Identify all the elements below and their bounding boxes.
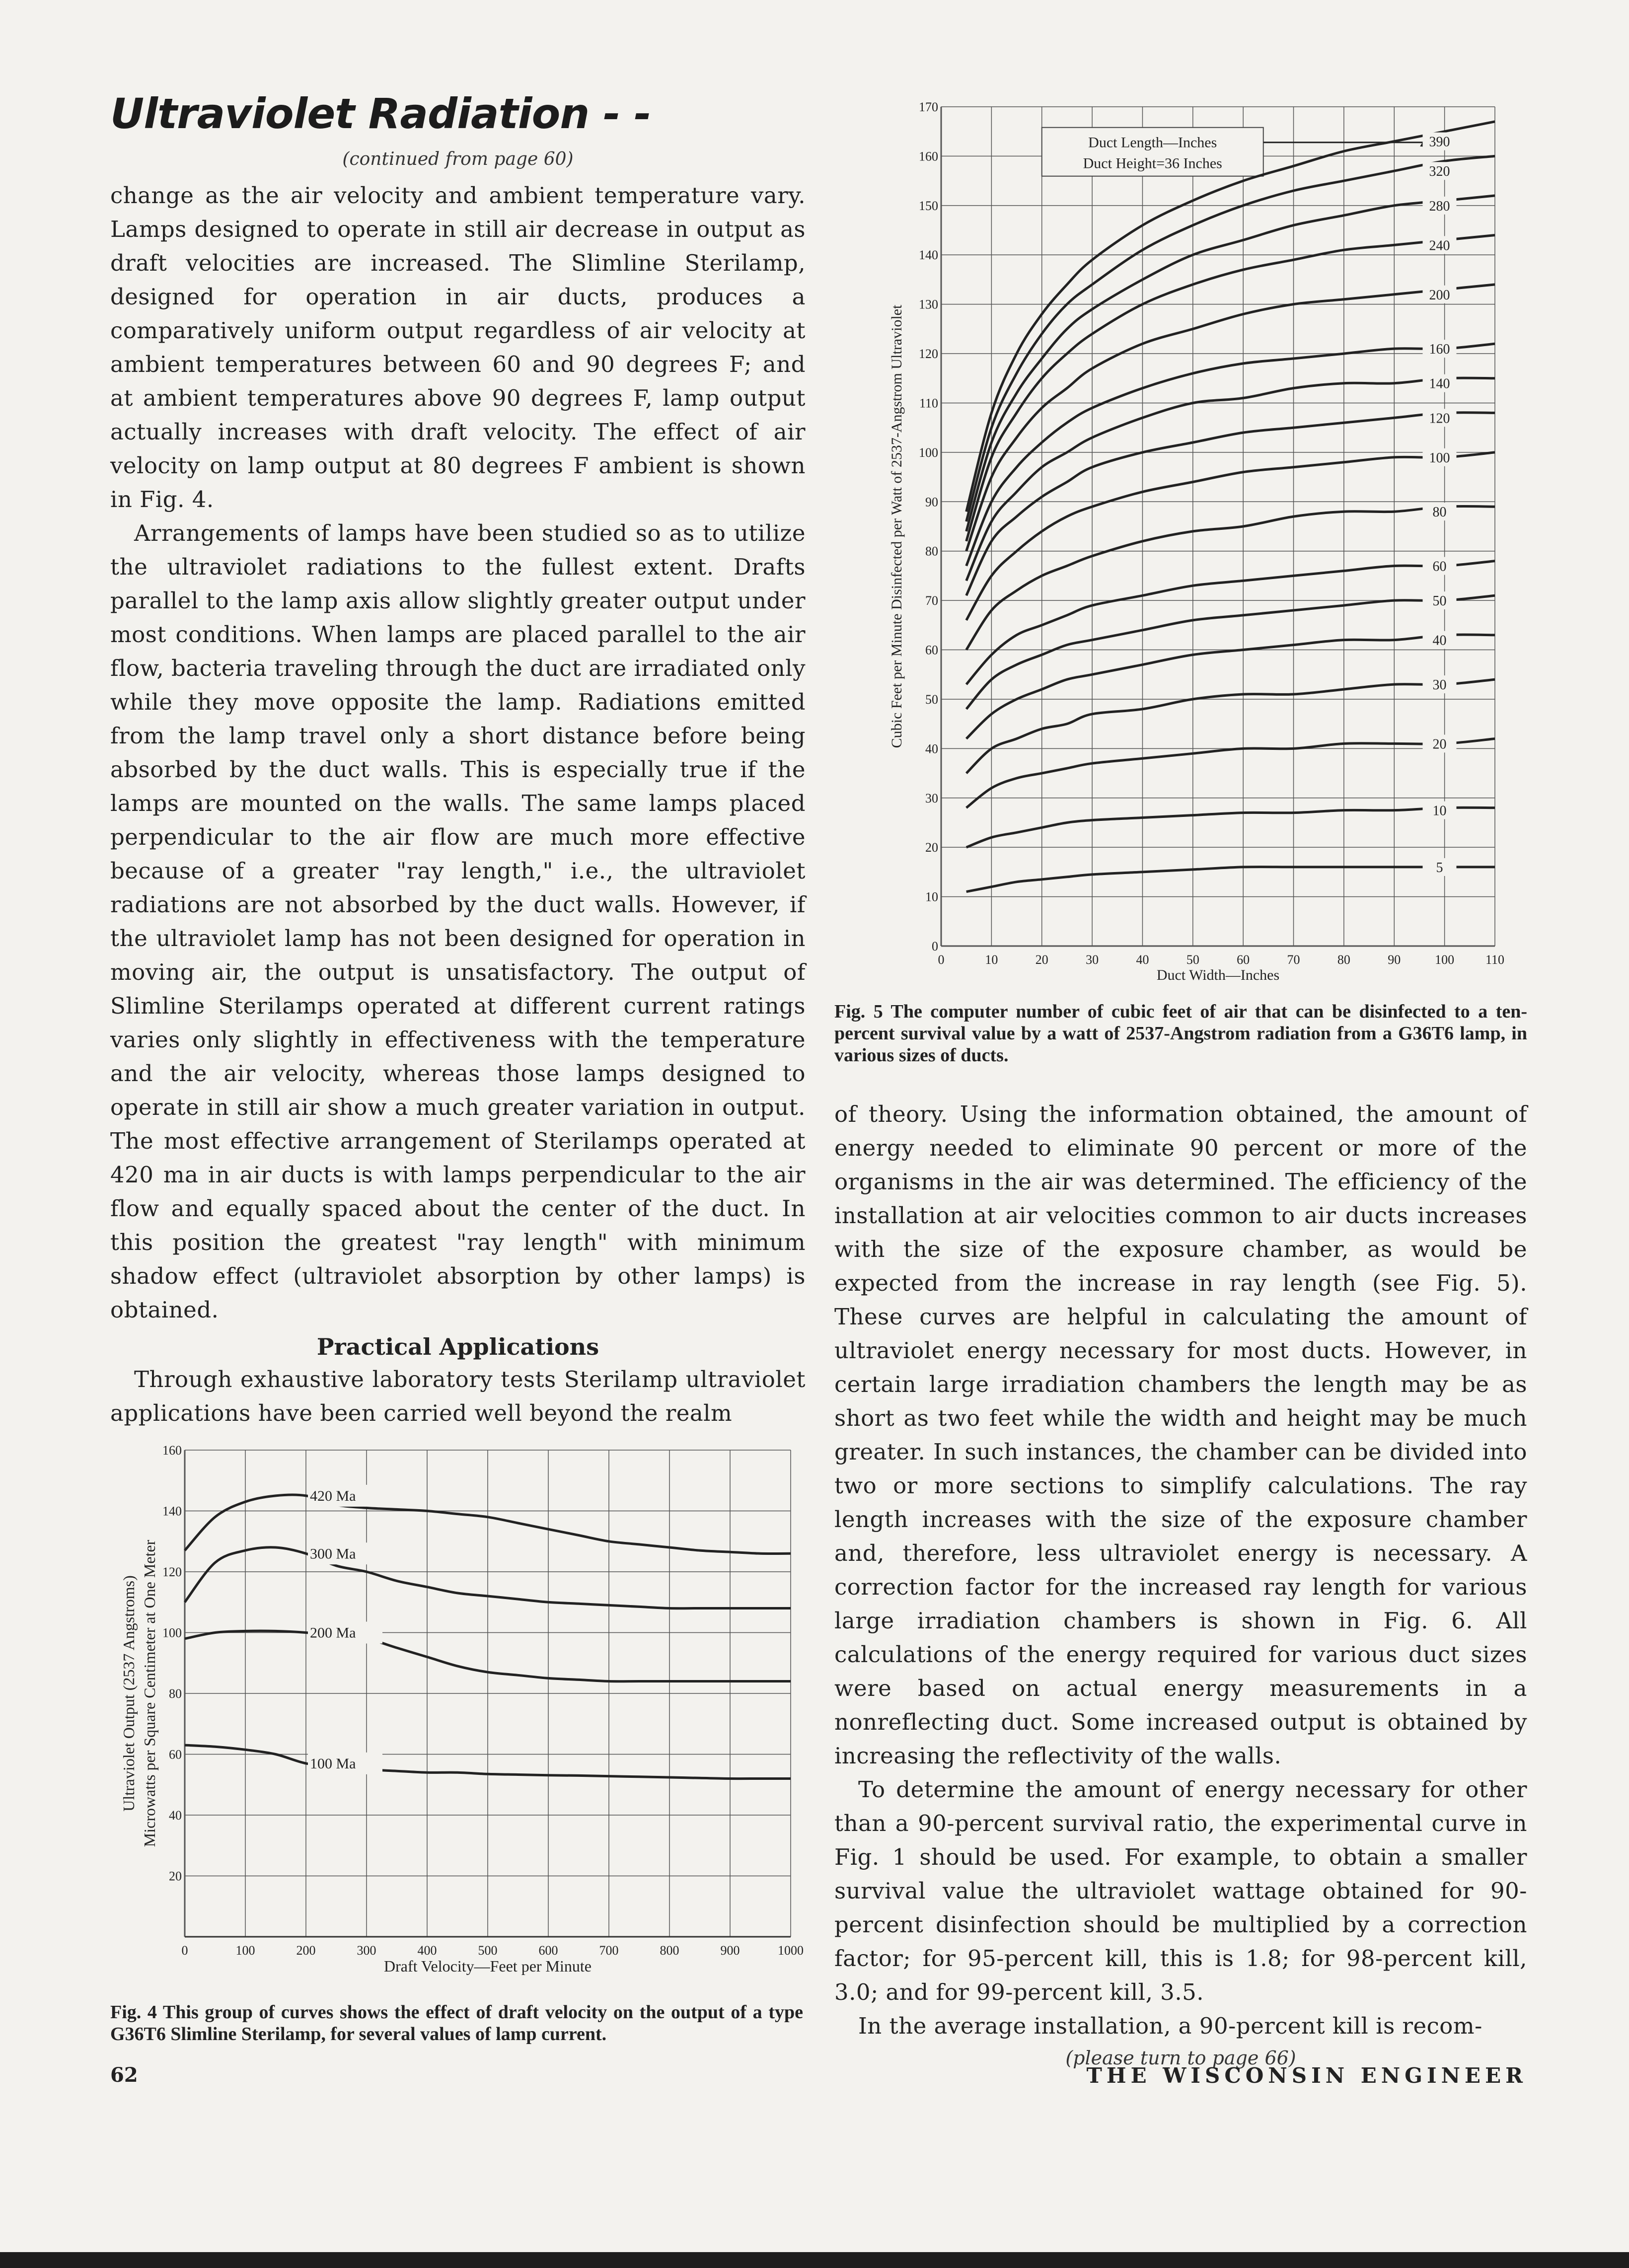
y-axis-label: Cubic Feet per Minute Disinfected per Watt of 2537-Angstrom Ultraviolet bbox=[889, 304, 905, 748]
y-axis-label: Ultraviolet Output (2537 Angstroms) bbox=[120, 1575, 138, 1812]
y-tick-label: 20 bbox=[169, 1869, 182, 1884]
series-label: 10 bbox=[1432, 803, 1447, 819]
x-tick-label: 1000 bbox=[778, 1943, 804, 1958]
series-label: 120 bbox=[1429, 411, 1450, 427]
page-number: 62 bbox=[110, 2063, 138, 2087]
scan-edge bbox=[0, 2252, 1629, 2268]
y-tick-label: 80 bbox=[169, 1686, 182, 1701]
x-tick-label: 70 bbox=[1287, 952, 1300, 967]
y-tick-label: 140 bbox=[162, 1504, 182, 1519]
x-tick-label: 30 bbox=[1086, 952, 1099, 967]
x-tick-label: 90 bbox=[1388, 952, 1401, 967]
series-label: 280 bbox=[1429, 198, 1450, 214]
paragraph: In the average installation, a 90-percent kill is recom- bbox=[858, 2013, 1482, 2039]
figure-5-chart bbox=[834, 89, 1527, 983]
x-tick-label: 100 bbox=[235, 1943, 255, 1958]
left-column bbox=[110, 179, 806, 1430]
series-line bbox=[966, 285, 1495, 551]
continued-on-note: (please turn to page 66) bbox=[1065, 2047, 1296, 2069]
series-label: 390 bbox=[1429, 134, 1450, 150]
paragraph: Arrangements of lamps have been studied so as to utilize the ultraviolet radiations to the fullest extent. Drafts parallel to the lamp axis allow slightly greater output under most conditions. When lamps are placed parallel to the air flow, bacteria traveling through the duct are irradiated only while they move opposite the lamp. Radiations emitted from the lamp travel only a short distance before being absorbed by the duct walls. This is especially true if the lamps are mounted on the walls. The same lamps placed perpendicular to the air flow are much more effective because of a greater "ray length," i.e., the ultraviolet radiations are not absorbed by the duct walls. However, if the ultraviolet lamp has not been designed for operation in moving air, the output is unsatisfactory. The output of Slimline Sterilamps operated at different current ratings varies only slightly in effectiveness with the temperature and the air velocity, whereas those lamps designed to operate in still air show a much greater variation in output. The most effective arrangement of Sterilamps operated at 420 ma in air ducts is with lamps perpendicular to the air flow and equally spaced about the center of the duct. In this position the greatest "ray length" with minimum shadow effect (ultraviolet absorption by other lamps) is obtained. bbox=[110, 520, 806, 1323]
x-tick-label: 200 bbox=[296, 1943, 316, 1958]
x-tick-label: 800 bbox=[660, 1943, 679, 1958]
series-label: 140 bbox=[1429, 376, 1450, 392]
figure-4-caption: Fig. 4 This group of curves shows the effect of draft velocity on the output of a type G36T6 Slimline Sterilamp, for several values of lamp current. bbox=[110, 2002, 803, 2045]
series-line bbox=[966, 344, 1495, 566]
series-label: 240 bbox=[1429, 238, 1450, 254]
y-tick-label: 30 bbox=[925, 791, 938, 805]
series-line bbox=[966, 807, 1495, 847]
y-tick-label: 50 bbox=[925, 692, 938, 707]
series-line bbox=[966, 196, 1495, 531]
y-tick-label: 120 bbox=[162, 1565, 182, 1579]
y-tick-label: 0 bbox=[932, 939, 938, 953]
y-tick-label: 40 bbox=[925, 741, 938, 756]
x-tick-label: 80 bbox=[1337, 952, 1350, 967]
x-tick-label: 700 bbox=[599, 1943, 619, 1958]
series-line bbox=[966, 635, 1495, 739]
y-tick-label: 70 bbox=[925, 593, 938, 608]
right-column bbox=[834, 1097, 1527, 2073]
x-tick-label: 0 bbox=[938, 952, 945, 967]
series-label: 50 bbox=[1432, 593, 1447, 609]
x-tick-label: 100 bbox=[1435, 952, 1455, 967]
x-tick-label: 110 bbox=[1485, 952, 1505, 967]
series-label: 20 bbox=[1432, 736, 1447, 752]
y-tick-label: 100 bbox=[162, 1625, 182, 1640]
series-line bbox=[966, 679, 1495, 773]
paragraph: Through exhaustive laboratory tests Sterilamp ultraviolet applications have been carried well beyond the realm bbox=[110, 1366, 806, 1426]
series-line bbox=[966, 595, 1495, 709]
journal-name: THE WISCONSIN ENGINEER bbox=[1086, 2063, 1527, 2088]
paragraph: of theory. Using the information obtained, the amount of energy needed to eliminate 90 percent or more of the organisms in the air was determined. The efficiency of the installation at air velocities common to air ducts increases with the size of the exposure chamber, as would be expected from the increase in ray length (see Fig. 5). These curves are helpful in calculating the amount of ultraviolet energy necessary for most ducts. However, in certain large irradiation chambers the length may be as short as two feet while the width and height may be much greater. In such instances, the chamber can be divided into two or more sections to simplify calculations. The ray length increases with the size of the exposure chamber and, therefore, less ultraviolet energy is necessary. A correction factor for the increased ray length for various large irradiation chambers is shown in Fig. 6. All calculations of the energy required for various duct sizes were based on actual energy measurements in a nonreflecting duct. Some increased output is obtained by increasing the reflectivity of the walls. bbox=[834, 1101, 1527, 1769]
paragraph: To determine the amount of energy necessary for other than a 90-percent survival ratio, the experimental curve in Fig. 1 should be used. For example, to obtain a smaller survival value the ultraviolet wattage obtained for 90-percent disinfection should be multiplied by a correction factor; for 95-percent kill, this is 1.8; for 98-percent kill, 3.0; and for 99-percent kill, 3.5. bbox=[834, 1776, 1527, 2005]
y-tick-label: 160 bbox=[919, 149, 938, 164]
x-axis-label: Duct Width—Inches bbox=[1156, 967, 1280, 983]
x-tick-label: 400 bbox=[417, 1943, 437, 1958]
figure-4-chart bbox=[110, 1440, 806, 1976]
x-tick-label: 900 bbox=[720, 1943, 740, 1958]
x-tick-label: 500 bbox=[478, 1943, 498, 1958]
series-label: 40 bbox=[1432, 633, 1447, 649]
y-tick-label: 20 bbox=[925, 840, 938, 855]
x-tick-label: 60 bbox=[1237, 952, 1250, 967]
series-label: 420 Ma bbox=[310, 1487, 356, 1504]
x-tick-label: 10 bbox=[985, 952, 998, 967]
x-tick-label: 50 bbox=[1186, 952, 1199, 967]
series-label: 30 bbox=[1432, 677, 1447, 693]
series-label: 60 bbox=[1432, 559, 1447, 575]
legend-subtitle: Duct Height=36 Inches bbox=[1083, 155, 1222, 172]
y-tick-label: 90 bbox=[925, 495, 938, 510]
y-axis-label: Microwatts per Square Centimeter at One Meter bbox=[141, 1539, 158, 1847]
series-line bbox=[966, 378, 1495, 581]
series-label: 100 Ma bbox=[310, 1755, 356, 1772]
series-line bbox=[966, 867, 1495, 892]
figure-5-caption: Fig. 5 The computer number of cubic feet of air that can be disinfected to a ten-percent survival value by a watt of 2537-Angstrom radiation from a G36T6 lamp, in various sizes of ducts. bbox=[834, 1001, 1527, 1066]
y-tick-label: 100 bbox=[919, 445, 938, 460]
series-line bbox=[966, 739, 1495, 808]
y-tick-label: 60 bbox=[169, 1747, 182, 1762]
section-heading: Practical Applications bbox=[316, 1333, 599, 1360]
series-label: 320 bbox=[1429, 164, 1450, 180]
y-tick-label: 160 bbox=[162, 1443, 182, 1458]
x-axis-label: Draft Velocity—Feet per Minute bbox=[384, 1957, 592, 1975]
series-label: 300 Ma bbox=[310, 1545, 356, 1562]
series-label: 5 bbox=[1436, 860, 1443, 876]
series-label: 100 bbox=[1429, 450, 1450, 466]
series-line bbox=[966, 156, 1495, 521]
y-tick-label: 40 bbox=[169, 1808, 182, 1823]
x-tick-label: 0 bbox=[181, 1943, 188, 1958]
y-tick-label: 130 bbox=[919, 297, 938, 312]
x-tick-label: 300 bbox=[357, 1943, 376, 1958]
y-tick-label: 150 bbox=[919, 198, 938, 213]
x-tick-label: 20 bbox=[1035, 952, 1048, 967]
x-tick-label: 40 bbox=[1136, 952, 1149, 967]
series-label: 160 bbox=[1429, 342, 1450, 358]
y-tick-label: 170 bbox=[919, 100, 938, 114]
series-line bbox=[966, 452, 1495, 620]
legend-title: Duct Length—Inches bbox=[1088, 134, 1217, 151]
y-tick-label: 140 bbox=[919, 248, 938, 263]
series-label: 200 Ma bbox=[310, 1624, 356, 1641]
paragraph: change as the air velocity and ambient temperature vary. Lamps designed to operate in still air decrease in output as draft velocities are increased. The Slimline Sterilamp, designed for operation in air ducts, produces a comparatively uniform output regardless of air velocity at ambient temperatures between 60 and 90 degrees F; and at ambient temperatures above 90 degrees F, lamp output actually increases with draft velocity. The effect of air velocity on lamp output at 80 degrees F ambient is shown in Fig. 4. bbox=[110, 182, 806, 512]
y-tick-label: 120 bbox=[919, 347, 938, 362]
x-tick-label: 600 bbox=[538, 1943, 558, 1958]
article-title: Ultraviolet Radiation - - bbox=[110, 89, 651, 138]
continued-note: (continued from page 60) bbox=[342, 149, 574, 169]
y-tick-label: 80 bbox=[925, 544, 938, 559]
y-tick-label: 110 bbox=[919, 396, 938, 411]
series-label: 200 bbox=[1429, 287, 1450, 303]
series-line bbox=[966, 561, 1495, 685]
y-tick-label: 10 bbox=[925, 889, 938, 904]
y-tick-label: 60 bbox=[925, 643, 938, 658]
series-label: 80 bbox=[1432, 505, 1447, 520]
